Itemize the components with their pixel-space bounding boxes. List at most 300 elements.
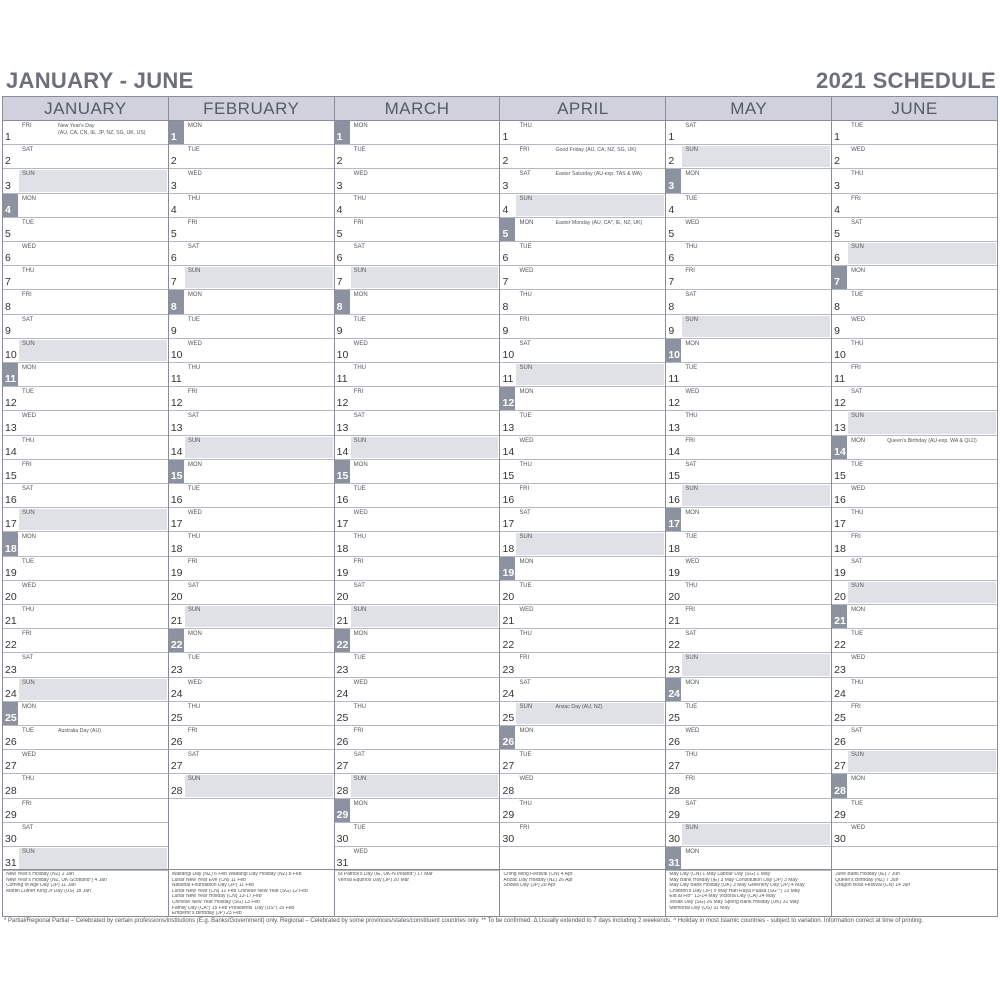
day-row[interactable]: [3, 315, 168, 339]
weekday-label: SAT: [22, 147, 34, 154]
weekday-label: FRI: [851, 534, 861, 541]
weekday-label: THU: [187, 703, 201, 710]
weekday-label: WED: [851, 147, 866, 154]
schedule-title: 2021 SCHEDULE: [816, 68, 996, 93]
day-row[interactable]: [3, 290, 168, 314]
day-row[interactable]: [666, 702, 831, 726]
day-row[interactable]: [832, 218, 997, 242]
day-row[interactable]: [666, 532, 831, 556]
day-row[interactable]: [3, 823, 168, 847]
day-number-cell: [3, 315, 18, 338]
day-row[interactable]: [500, 702, 665, 726]
day-row[interactable]: [335, 823, 500, 847]
day-row[interactable]: [832, 387, 997, 411]
day-number-cell: [169, 629, 184, 652]
footer-holiday-line: May Day Bank Holiday (UK) 3 May Greenery Day (JP) 4 May: [669, 883, 805, 889]
day-number-cell: [500, 339, 515, 362]
day-number-cell: [335, 653, 350, 676]
day-row[interactable]: [335, 411, 500, 435]
day-row[interactable]: [335, 726, 500, 750]
day-row[interactable]: [666, 121, 831, 145]
day-row[interactable]: [500, 290, 665, 314]
day-number-cell: [3, 532, 18, 555]
day-row[interactable]: [666, 750, 831, 774]
day-row[interactable]: [500, 532, 665, 556]
weekday-label: WED: [187, 510, 202, 517]
day-row[interactable]: [500, 605, 665, 629]
day-row[interactable]: [3, 218, 168, 242]
day-number: 1: [668, 131, 675, 144]
day-number: 3: [668, 179, 675, 192]
day-row[interactable]: [832, 266, 997, 290]
day-row[interactable]: [169, 121, 334, 145]
day-number: 3: [170, 179, 177, 192]
day-row[interactable]: [500, 145, 665, 169]
weekend-shade: [848, 412, 996, 433]
day-number: 23: [668, 663, 680, 676]
weekday-label: SUN: [187, 268, 201, 275]
day-number: 13: [834, 421, 846, 434]
day-number-cell: [500, 726, 515, 749]
day-row[interactable]: [500, 460, 665, 484]
day-row[interactable]: [500, 750, 665, 774]
day-row[interactable]: [335, 460, 500, 484]
day-row[interactable]: [500, 339, 665, 363]
day-row[interactable]: [335, 121, 500, 145]
day-row[interactable]: [832, 653, 997, 677]
day-row[interactable]: [3, 339, 168, 363]
day-number-cell: [666, 121, 681, 144]
day-row[interactable]: [169, 460, 334, 484]
day-row[interactable]: [169, 387, 334, 411]
day-row[interactable]: [169, 678, 334, 702]
day-row[interactable]: [3, 653, 168, 677]
day-row[interactable]: [3, 242, 168, 266]
day-number-cell: [500, 702, 515, 725]
day-row[interactable]: [169, 629, 334, 653]
weekday-label: MON: [685, 171, 700, 178]
day-row[interactable]: [500, 436, 665, 460]
day-number: 23: [834, 663, 846, 676]
day-row[interactable]: [666, 557, 831, 581]
weekday-label: MON: [685, 849, 700, 855]
day-number: 10: [502, 348, 515, 361]
day-row[interactable]: [666, 145, 831, 169]
day-row[interactable]: [3, 750, 168, 774]
day-row[interactable]: [335, 145, 500, 169]
day-row[interactable]: [169, 557, 334, 581]
day-row[interactable]: [666, 266, 831, 290]
day-row[interactable]: [169, 702, 334, 726]
day-number-cell: [666, 266, 681, 289]
day-number: 27: [336, 760, 349, 773]
day-row[interactable]: [169, 774, 334, 798]
day-row[interactable]: [335, 557, 500, 581]
day-number-cell: [666, 629, 681, 652]
day-row[interactable]: [666, 218, 831, 242]
day-row[interactable]: [169, 218, 334, 242]
month-header: MARCH: [335, 97, 500, 121]
day-row[interactable]: [832, 411, 997, 435]
day-row[interactable]: [169, 145, 334, 169]
day-row[interactable]: [666, 339, 831, 363]
weekend-shade: [516, 364, 664, 385]
day-row[interactable]: [169, 750, 334, 774]
day-number-cell: [500, 774, 515, 797]
day-row[interactable]: [3, 702, 168, 726]
weekday-label: THU: [22, 437, 35, 444]
day-row[interactable]: [666, 629, 831, 653]
weekday-label: FRI: [851, 365, 861, 371]
day-row[interactable]: [3, 411, 168, 435]
day-number-cell: [832, 726, 847, 749]
day-row[interactable]: [3, 726, 168, 750]
day-row[interactable]: [335, 339, 500, 363]
day-row[interactable]: [169, 726, 334, 750]
day-row[interactable]: [169, 508, 334, 532]
day-row[interactable]: [500, 799, 665, 823]
day-row[interactable]: [666, 653, 831, 677]
day-row[interactable]: [500, 411, 665, 435]
day-number: 25: [170, 711, 183, 724]
day-number-cell: [666, 557, 681, 580]
day-row[interactable]: [666, 411, 831, 435]
day-row[interactable]: [335, 799, 500, 823]
weekday-label: MON: [187, 461, 202, 468]
day-row[interactable]: [335, 774, 500, 798]
day-number-cell: [169, 774, 184, 797]
day-number: 16: [834, 494, 846, 507]
day-row[interactable]: [832, 145, 997, 169]
day-row[interactable]: [3, 605, 168, 629]
day-row[interactable]: [832, 726, 997, 750]
day-row[interactable]: [500, 363, 665, 387]
day-row[interactable]: [335, 363, 500, 387]
day-row[interactable]: [666, 774, 831, 798]
day-number: 30: [336, 832, 349, 845]
day-row[interactable]: [500, 121, 665, 145]
day-number-cell: [666, 242, 681, 265]
day-row[interactable]: [169, 266, 334, 290]
footer-holiday-line: New Year's Holiday (NZ) 2 Jan: [6, 872, 74, 877]
day-number-cell: [3, 557, 18, 580]
day-row[interactable]: [500, 242, 665, 266]
day-row[interactable]: [335, 194, 500, 218]
day-number-cell: [169, 532, 184, 555]
day-row[interactable]: [335, 750, 500, 774]
footer-holiday-line: May Day (CN) 1 May Labour Day (SG) 1 May: [669, 872, 771, 877]
day-row[interactable]: [500, 678, 665, 702]
day-row[interactable]: [500, 387, 665, 411]
day-number: 26: [668, 736, 680, 749]
day-row[interactable]: [169, 484, 334, 508]
day-row[interactable]: [3, 121, 168, 145]
day-row[interactable]: [3, 266, 168, 290]
day-number: 14: [5, 445, 17, 458]
day-number-cell: [500, 605, 515, 628]
day-row[interactable]: [169, 339, 334, 363]
day-row[interactable]: [335, 847, 500, 871]
day-row[interactable]: [335, 702, 500, 726]
day-row[interactable]: [666, 581, 831, 605]
day-row[interactable]: [3, 557, 168, 581]
day-row[interactable]: [666, 726, 831, 750]
day-row[interactable]: [832, 121, 997, 145]
day-row[interactable]: [832, 557, 997, 581]
weekday-label: WED: [187, 679, 202, 686]
day-row[interactable]: [500, 557, 665, 581]
day-row[interactable]: [335, 436, 500, 460]
weekday-label: TUE: [187, 147, 200, 154]
day-row[interactable]: [335, 605, 500, 629]
day-row[interactable]: [335, 581, 500, 605]
day-row[interactable]: [335, 242, 500, 266]
day-row[interactable]: [832, 484, 997, 508]
day-row[interactable]: [832, 774, 997, 798]
weekend-shade: [351, 606, 499, 627]
day-number: 19: [170, 566, 183, 579]
day-row[interactable]: [666, 678, 831, 702]
day-row[interactable]: [500, 823, 665, 847]
day-row[interactable]: [832, 532, 997, 556]
day-row[interactable]: [3, 169, 168, 193]
holiday-label: Anzac Day (AU, NZ): [555, 703, 603, 710]
day-row[interactable]: [666, 460, 831, 484]
weekday-label: THU: [851, 171, 864, 178]
day-row[interactable]: [832, 436, 997, 460]
weekday-label: SUN: [187, 607, 201, 613]
day-row[interactable]: [169, 315, 334, 339]
day-number-cell: [666, 799, 681, 822]
day-row[interactable]: [500, 726, 665, 750]
day-row[interactable]: [3, 508, 168, 532]
weekday-label: TUE: [851, 292, 864, 299]
weekday-label: FRI: [519, 147, 530, 154]
day-number: 9: [336, 324, 343, 337]
day-number-cell: [335, 605, 350, 628]
day-row[interactable]: [832, 508, 997, 532]
day-row[interactable]: [832, 823, 997, 847]
day-number: 10: [170, 348, 183, 361]
day-row[interactable]: [169, 169, 334, 193]
day-row[interactable]: [169, 605, 334, 629]
day-row[interactable]: [500, 266, 665, 290]
weekday-label: SAT: [187, 413, 200, 420]
day-row[interactable]: [335, 653, 500, 677]
day-row[interactable]: [3, 799, 168, 823]
day-row[interactable]: [666, 363, 831, 387]
day-row[interactable]: [3, 678, 168, 702]
day-number: 12: [668, 397, 680, 410]
day-row[interactable]: [832, 581, 997, 605]
day-row[interactable]: [666, 169, 831, 193]
day-number: 23: [170, 663, 183, 676]
weekday-label: FRI: [851, 703, 861, 710]
day-row[interactable]: [169, 411, 334, 435]
day-row[interactable]: [666, 242, 831, 266]
day-number: 27: [834, 760, 846, 773]
day-number-cell: [335, 799, 350, 822]
day-row[interactable]: [3, 629, 168, 653]
day-number-cell: [335, 169, 350, 192]
day-row[interactable]: [500, 581, 665, 605]
day-number: 18: [170, 542, 183, 555]
day-row[interactable]: [500, 218, 665, 242]
day-row[interactable]: [832, 605, 997, 629]
day-row[interactable]: [335, 508, 500, 532]
day-row[interactable]: [832, 460, 997, 484]
day-row[interactable]: [335, 315, 500, 339]
weekday-label: WED: [22, 582, 36, 589]
day-row[interactable]: [832, 194, 997, 218]
day-row[interactable]: [832, 750, 997, 774]
day-row[interactable]: [3, 460, 168, 484]
day-row[interactable]: [666, 436, 831, 460]
weekday-label: SAT: [519, 171, 531, 178]
day-row[interactable]: [832, 702, 997, 726]
weekday-label: TUE: [22, 728, 34, 734]
day-number: 29: [502, 808, 515, 821]
weekday-label: WED: [851, 655, 866, 662]
day-number: 24: [5, 687, 17, 700]
day-row[interactable]: [832, 315, 997, 339]
day-number-cell: [666, 774, 681, 797]
day-row[interactable]: [500, 653, 665, 677]
day-number-cell: [3, 702, 18, 725]
weekday-label: FRI: [187, 728, 198, 734]
day-row[interactable]: [169, 363, 334, 387]
day-number-cell: [169, 387, 184, 410]
weekday-label: SUN: [519, 534, 533, 541]
day-row[interactable]: [3, 363, 168, 387]
day-number: 16: [668, 494, 680, 507]
day-row[interactable]: [832, 169, 997, 193]
day-row[interactable]: [832, 339, 997, 363]
day-number: 14: [336, 445, 349, 458]
footer-holiday-line: Family Day (CA*) 15 Feb Presidents' Day (US*) 15 Feb: [171, 905, 295, 911]
day-number-cell: [666, 847, 681, 870]
day-row[interactable]: [335, 290, 500, 314]
day-number-cell: [335, 581, 350, 604]
day-row[interactable]: [500, 508, 665, 532]
day-number-cell: [3, 339, 18, 362]
day-row[interactable]: [3, 581, 168, 605]
day-row[interactable]: [666, 315, 831, 339]
day-row[interactable]: [3, 145, 168, 169]
day-row[interactable]: [3, 436, 168, 460]
weekend-shade: [682, 654, 830, 675]
day-row[interactable]: [666, 823, 831, 847]
day-number: 18: [502, 542, 515, 555]
day-row[interactable]: [335, 266, 500, 290]
day-row[interactable]: [3, 532, 168, 556]
day-row[interactable]: [500, 169, 665, 193]
day-number-cell: [666, 460, 681, 483]
day-row[interactable]: [169, 194, 334, 218]
day-number: 13: [5, 421, 17, 434]
day-row[interactable]: [335, 387, 500, 411]
footer-holiday-line: Chinese New Year Holiday (SG) 13 Feb: [171, 899, 260, 905]
day-row[interactable]: [666, 508, 831, 532]
day-row[interactable]: [666, 847, 831, 871]
day-number-cell: [832, 532, 847, 555]
day-row[interactable]: [500, 629, 665, 653]
day-row[interactable]: [335, 678, 500, 702]
day-row[interactable]: [335, 484, 500, 508]
day-row[interactable]: [3, 774, 168, 798]
footer-holiday-line: Ching Ming Festival (CN) 4 Apr: [503, 872, 573, 877]
day-row[interactable]: [666, 484, 831, 508]
day-row[interactable]: [3, 194, 168, 218]
day-row[interactable]: [666, 290, 831, 314]
day-row[interactable]: [666, 605, 831, 629]
day-row[interactable]: [832, 629, 997, 653]
day-row[interactable]: [500, 484, 665, 508]
day-row[interactable]: [832, 799, 997, 823]
day-row[interactable]: [666, 387, 831, 411]
day-number: 5: [5, 227, 11, 240]
day-number-cell: [832, 774, 847, 797]
day-number: 21: [170, 615, 183, 628]
day-row[interactable]: [832, 242, 997, 266]
day-number-cell: [500, 532, 515, 555]
day-number: 26: [834, 736, 846, 749]
day-number: 20: [834, 590, 846, 603]
holiday-label: Easter Monday (AU, CA*, IE, NZ, UK): [555, 219, 643, 226]
day-row[interactable]: [169, 532, 334, 556]
day-row[interactable]: [3, 387, 168, 411]
day-row[interactable]: [169, 242, 334, 266]
weekday-label: WED: [22, 752, 36, 759]
day-row[interactable]: [169, 290, 334, 314]
day-number: 28: [5, 784, 17, 797]
weekend-shade: [516, 195, 664, 216]
day-row[interactable]: [500, 315, 665, 339]
day-number: 16: [336, 494, 349, 507]
day-number-cell: [335, 194, 350, 217]
day-row[interactable]: [169, 653, 334, 677]
day-number-cell: [832, 387, 847, 410]
day-row[interactable]: [832, 363, 997, 387]
day-row[interactable]: [335, 629, 500, 653]
day-row[interactable]: [335, 218, 500, 242]
day-number-cell: [666, 605, 681, 628]
day-row[interactable]: [335, 169, 500, 193]
day-number-cell: [3, 605, 18, 628]
day-number: 30: [5, 832, 17, 845]
day-row[interactable]: [666, 799, 831, 823]
day-number-cell: [169, 266, 184, 289]
weekday-label: MON: [851, 776, 866, 783]
day-number-cell: [666, 436, 681, 459]
day-row[interactable]: [335, 532, 500, 556]
day-number: 18: [5, 542, 17, 555]
day-number: 24: [834, 687, 846, 700]
day-row[interactable]: [3, 484, 168, 508]
day-row[interactable]: [832, 678, 997, 702]
day-row[interactable]: [169, 436, 334, 460]
day-row[interactable]: [666, 194, 831, 218]
day-row[interactable]: [169, 581, 334, 605]
weekday-label: SAT: [685, 461, 697, 468]
day-row[interactable]: [832, 290, 997, 314]
day-row[interactable]: [500, 774, 665, 798]
day-number-cell: [666, 411, 681, 434]
day-row[interactable]: [3, 847, 168, 871]
day-row[interactable]: [500, 194, 665, 218]
day-number-cell: [666, 387, 681, 410]
weekday-label: TUE: [519, 752, 532, 759]
